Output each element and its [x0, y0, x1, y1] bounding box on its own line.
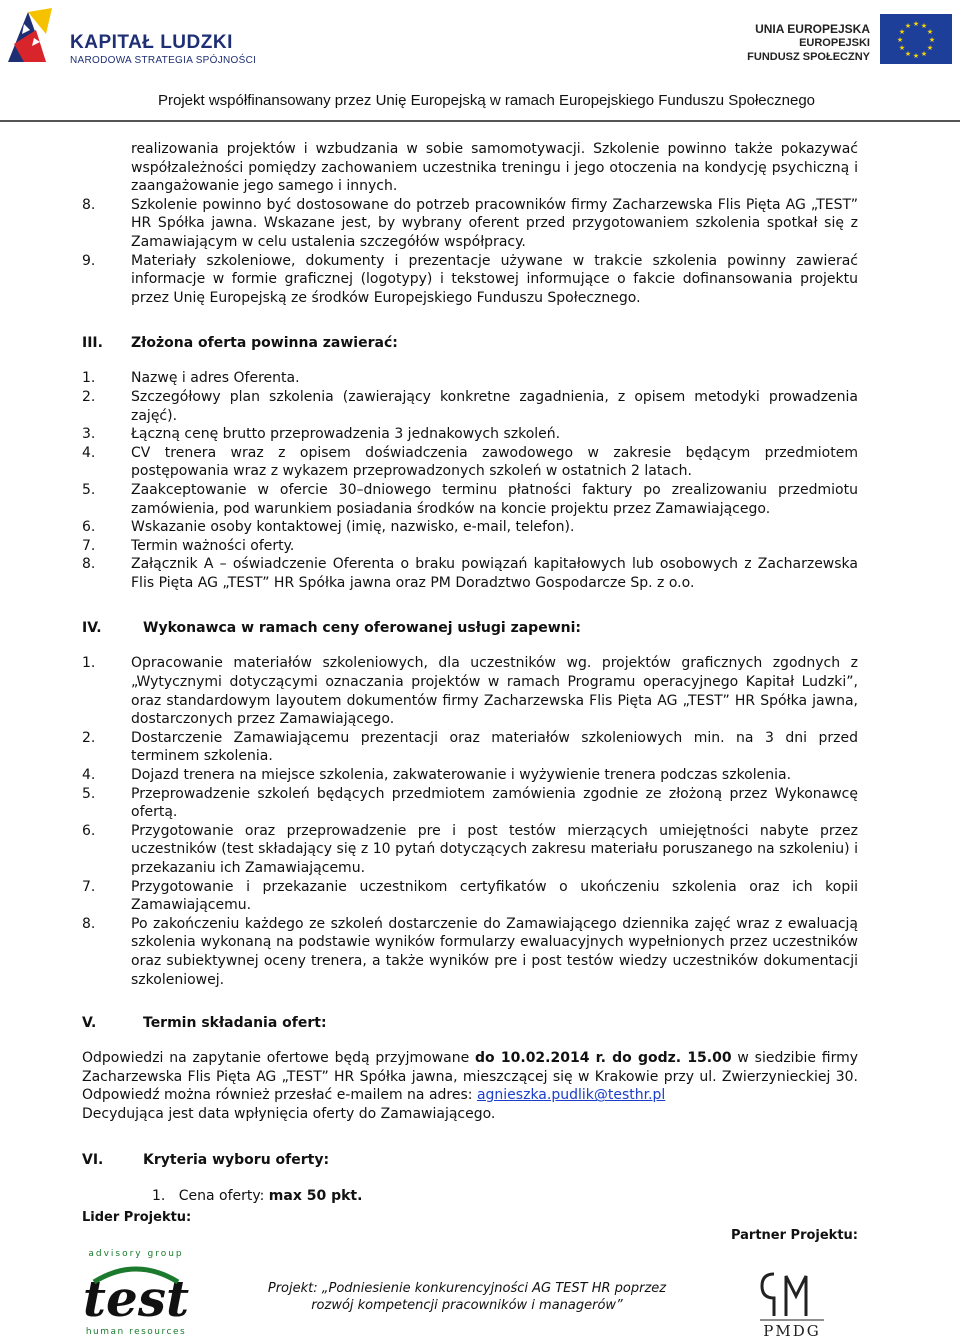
test-logo-icon — [82, 1246, 190, 1338]
section-title: Kryteria wyboru oferty: — [143, 1151, 330, 1168]
svg-text:★: ★ — [926, 44, 934, 52]
list-item — [82, 555, 858, 592]
list-item — [82, 369, 858, 388]
item-text: Dostarczenie Zamawiającemu prezentacji oraz materiałów szkoleniowych min. na 3 dni przed terminem szkolenia. — [131, 729, 858, 765]
item-text: Nazwę i adres Oferenta. — [131, 370, 300, 387]
section-number: III. — [82, 335, 103, 352]
item-text: Załącznik A – oświadczenie Oferenta o braku powiązań kapitałowych lub osobowych z Zacharzewska Flis Pięta AG „TEST” HR Spółka jawna oraz PM Doradztwo Gospodarcze Sp. z o.o. — [131, 556, 858, 591]
criteria-points: max 50 pkt. — [268, 1187, 363, 1204]
item-text: Zaakceptowanie w ofercie 30–dniowego terminu płatności faktury po zrealizowaniu przedmiotu zamówienia, pod warunkiem posiadania środków na koncie projektu przez Zamawiającego. — [131, 481, 858, 517]
item-text: Dojazd trenera na miejsce szkolenia, zakwaterowanie i wyżywienie trenera podczas szkolenia. — [131, 767, 792, 784]
project-line-1: Projekt: „Podniesienie konkurencyjności AG TEST HR poprzez — [267, 1281, 667, 1296]
pmdg-logo-icon — [752, 1268, 832, 1340]
item-text: Szczegółowy plan szkolenia (zawierający konkretne zagadnienia, z opisem metodyki prowadzenia zajęć). — [131, 388, 858, 424]
item-number: 5. — [82, 481, 96, 498]
section-heading-v — [82, 1013, 858, 1033]
project-line-2: rozwój kompetencji pracowników i managerów” — [311, 1298, 623, 1313]
list-item — [82, 537, 858, 556]
svg-text:★: ★ — [928, 36, 936, 44]
item-text: Po zakończeniu każdego ze szkoleń dostarczenie do Zamawiającego dziennika zajęć wraz z ewaluacją szkolenia wykonaną na podstawie wyników formularzy ewaluacyjnych wypełnionych przez uczestników oraz subiektywnej oceny trenera, a także wyników pre i post testów wiedzy uczestników dokumentacji szkoleniowej. — [131, 915, 858, 988]
test-logo-bottom: human resources — [85, 1327, 187, 1337]
header-divider — [0, 120, 960, 122]
item-number: 5. — [82, 785, 96, 802]
list-item — [82, 915, 858, 989]
item-number: 6. — [82, 519, 96, 536]
eu-line-3: FUNDUSZ SPOŁECZNY — [747, 51, 870, 63]
criteria-text: Cena oferty: — [178, 1187, 269, 1204]
svg-text:★: ★ — [912, 52, 920, 60]
svg-text:★: ★ — [926, 28, 934, 36]
item-number: 7. — [82, 537, 96, 554]
svg-text:★: ★ — [920, 50, 928, 58]
eu-fund-label — [747, 22, 870, 64]
test-logo-main: test — [82, 1269, 190, 1328]
item-number: 6. — [82, 822, 96, 839]
svg-text:★: ★ — [904, 50, 912, 58]
deadline-location: w siedzibie firmy Zacharzewska Flis Pięta AG „TEST” HR Spółka jawna, mieszczącej się w Krakowie przy ul. Zwierzynieckiej 30. Odpowiedź można również przesłać e-mailem na adres: — [82, 1050, 859, 1104]
item-text: Termin ważności oferty. — [131, 537, 295, 554]
list-item — [82, 785, 858, 822]
item-text: CV trenera wraz z opisem doświadczenia zawodowego w zakresie będącym przedmiotem postępowania wraz z wykazem przeprowadzonych szkoleń w ostatnich 2 latach. — [131, 444, 858, 480]
item-number: 8. — [82, 556, 96, 573]
deadline-date: do 10.02.2014 r. do godz. 15.00 — [475, 1050, 732, 1067]
list-item — [82, 822, 858, 878]
item-number: 8. — [82, 196, 96, 213]
item-text: Przeprowadzenie szkoleń będących przedmiotem zamówienia zgodnie ze złożoną przez Wykonawcę ofertą. — [131, 785, 858, 821]
page-header — [0, 0, 960, 122]
deadline-paragraph — [82, 1049, 858, 1105]
svg-text:★: ★ — [904, 22, 912, 30]
kapital-ludzki-logo-icon — [6, 4, 68, 66]
project-partner-label: Partner Projektu: — [730, 1228, 858, 1243]
section-number: VI. — [82, 1151, 104, 1168]
svg-text:★: ★ — [898, 44, 906, 52]
lead-partner-label: Lider Projektu: — [82, 1210, 192, 1225]
item-number: 4. — [82, 767, 96, 784]
email-link[interactable]: agnieszka.pudlik@testhr.pl — [476, 1087, 666, 1104]
page-footer — [0, 1200, 960, 1341]
list-item — [82, 729, 858, 766]
item-number: 2. — [82, 729, 96, 746]
item-text: Przygotowanie oraz przeprowadzenie pre i post testów mierzących umiejętności nabyte przez uczestników (test składający się z 10 pytań dotyczących zakresu materiału poruszanego na szkoleniu) i przekazaniu ich Zamawiającemu. — [131, 822, 858, 876]
section-title: Termin składania ofert: — [143, 1015, 327, 1032]
list-item — [82, 654, 858, 728]
section-heading-iv — [82, 618, 858, 638]
eu-flag-icon — [880, 14, 952, 64]
section-heading-iii — [82, 333, 858, 353]
logo-subtitle: NARODOWA STRATEGIA SPÓJNOŚCI — [70, 55, 257, 66]
section-title: Wykonawca w ramach ceny oferowanej usługi zapewni: — [143, 620, 581, 637]
item-number: 7. — [82, 878, 96, 895]
item-text: Wskazanie osoby kontaktowej (imię, nazwisko, e-mail, telefon). — [131, 519, 575, 536]
project-title — [262, 1280, 672, 1314]
list-item — [82, 481, 858, 518]
eu-line-2: EUROPEJSKI — [799, 37, 870, 49]
item-text: Łączną cenę brutto przeprowadzenia 3 jednakowych szkoleń. — [131, 426, 561, 443]
item-number: 3. — [82, 426, 96, 443]
item-text: Materiały szkoleniowe, dokumenty i prezentacje używane w trakcie szkolenia powinny zawierać informacje w formie graficznej (logotypy) i tekstowej informujące o fakcie dofinansowania projektu przez Unię Europejską ze środków Europejskiego Funduszu Społecznego. — [131, 252, 858, 306]
list-item — [82, 444, 858, 481]
svg-text:★: ★ — [896, 36, 904, 44]
list-item — [82, 518, 858, 537]
deciding-date-note: Decydująca jest data wpłynięcia oferty do Zamawiającego. — [82, 1105, 496, 1122]
item-number: 4. — [82, 444, 96, 461]
logo-title: KAPITAŁ LUDZKI — [70, 32, 233, 53]
document-body — [82, 140, 858, 1206]
item-number: 1. — [82, 370, 96, 387]
section-heading-vi — [82, 1150, 858, 1170]
pmdg-label: PMDG — [763, 1322, 821, 1340]
list-item — [82, 252, 858, 308]
svg-text:★: ★ — [912, 20, 920, 28]
list-item — [82, 388, 858, 425]
list-item — [82, 766, 858, 785]
section-number: IV. — [82, 620, 102, 637]
item-text: Przygotowanie i przekazanie uczestnikom certyfikatów o ukończeniu szkolenia oraz ich kopii Zamawiającemu. — [131, 878, 858, 914]
section-number: V. — [82, 1015, 97, 1032]
intro-paragraph: realizowania projektów i wzbudzania w sobie samomotywacji. Szkolenie powinno także pokazywać współzależności pomiędzy zachowaniem uczestnika treningu i jego otoczenia na kondycję psychiczną i zaangażowanie jego samego i innych. — [131, 141, 858, 195]
item-number: 9. — [82, 252, 96, 269]
svg-text:★: ★ — [898, 28, 906, 36]
list-item — [82, 878, 858, 915]
item-number: 2. — [82, 388, 96, 405]
list-item — [82, 196, 858, 252]
section-title: Złożona oferta powinna zawierać: — [131, 335, 398, 352]
list-item — [82, 425, 858, 444]
test-logo-top: advisory group — [88, 1249, 184, 1259]
cofinancing-note: Projekt współfinansowany przez Unię Europejską w ramach Europejskiego Funduszu Społecznego — [158, 92, 816, 109]
svg-text:★: ★ — [920, 22, 928, 30]
item-text: Szkolenie powinno być dostosowane do potrzeb pracowników firmy Zacharzewska Flis Pięta AG „TEST” HR Spółka jawna. Wskazane jest, by wybrany oferent przed przygotowaniem szkolenia spotkał się z Zamawiającym w celu ustalenia szczegółów współpracy. — [131, 196, 858, 250]
item-number: 8. — [82, 915, 96, 932]
eu-line-1: UNIA EUROPEJSKA — [755, 22, 870, 36]
item-number: 1. — [82, 655, 96, 672]
deadline-text: Odpowiedzi na zapytanie ofertowe będą przyjmowane — [82, 1050, 476, 1067]
item-text: Opracowanie materiałów szkoleniowych, dla uczestników wg. projektów graficznych zgodnych z „Wytycznymi dotyczącymi oznaczania projektów w ramach Programu operacyjnego Kapitał Ludzki”, oraz standardowym layoutem dokumentów firmy Zacharzewska Flis Pięta AG „TEST” HR Spółka jawna, dostarczonych przez Zamawiającego. — [131, 655, 858, 728]
item-number: 1. — [152, 1187, 166, 1204]
